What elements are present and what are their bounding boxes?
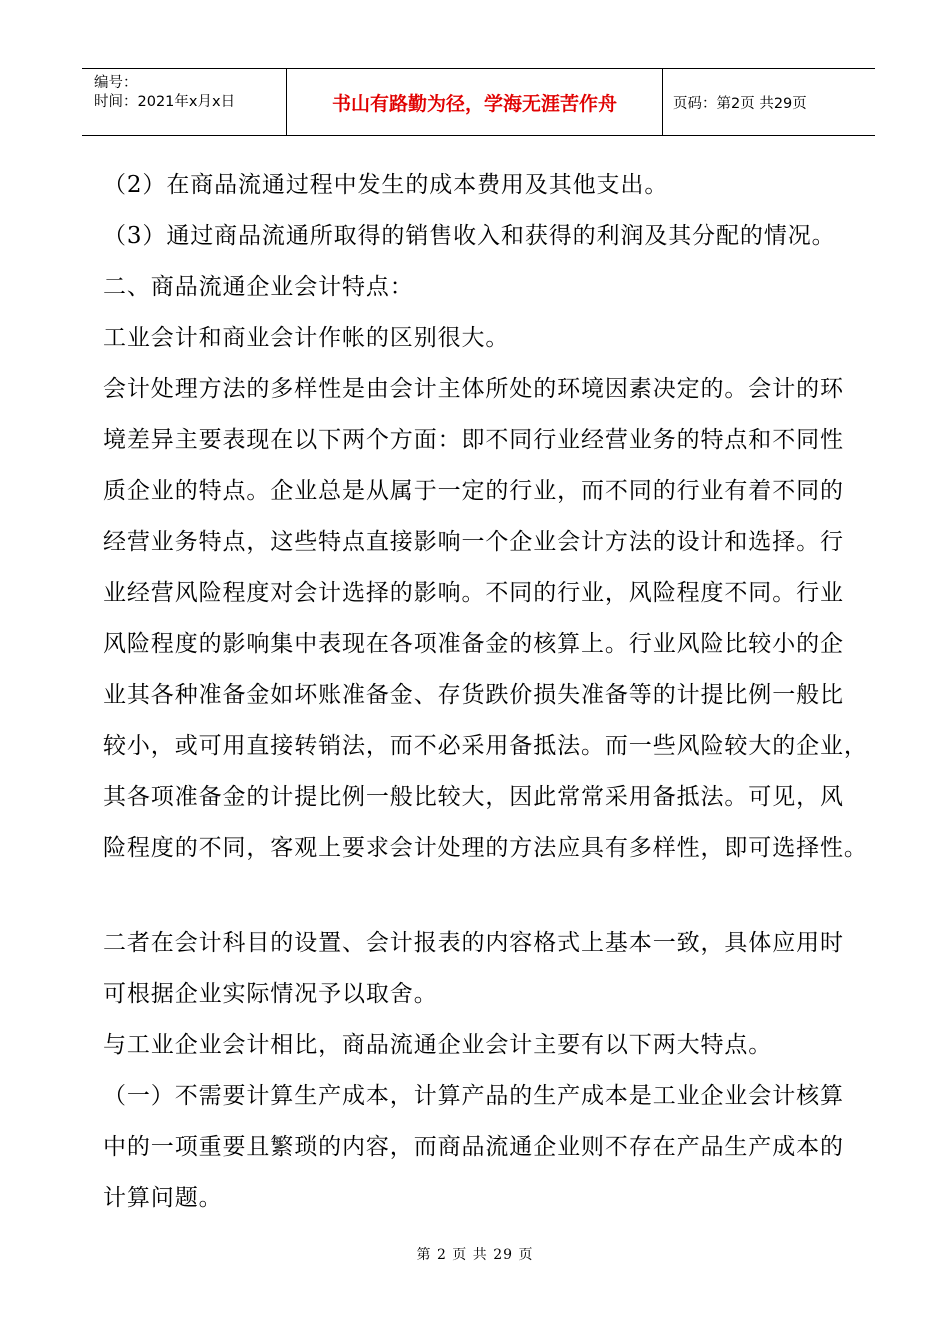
- text-line: 会计处理方法的多样性是由会计主体所处的环境因素决定的。会计的环: [103, 376, 844, 402]
- text-line: 经营业务特点，这些特点直接影响一个企业会计方法的设计和选择。行: [103, 529, 844, 555]
- text-line: 可根据企业实际情况予以取舍。: [103, 981, 438, 1007]
- text-line: 险程度的不同，客观上要求会计处理的方法应具有多样性，即可选择性。: [103, 835, 868, 861]
- page-header: [82, 68, 875, 136]
- time-label: 时间：2021年x月x日: [94, 94, 236, 110]
- document-body: [103, 160, 883, 1224]
- text-line: 业经营风险程度对会计选择的影响。不同的行业，风险程度不同。行业: [103, 580, 844, 606]
- text-line: 境差异主要表现在以下两个方面：即不同行业经营业务的特点和不同性: [103, 427, 844, 453]
- text-line: 与工业企业会计相比，商品流通企业会计主要有以下两大特点。: [103, 1032, 773, 1058]
- header-motto: 书山有路勤为径，学海无涯苦作舟: [286, 69, 663, 135]
- text-line: 质企业的特点。企业总是从属于一定的行业，而不同的行业有着不同的: [103, 478, 844, 504]
- paragraph-gap: [103, 874, 883, 918]
- text-line: 工业会计和商业会计作帐的区别很大。: [103, 325, 510, 351]
- text-line: （3）通过商品流通所取得的销售收入和获得的利润及其分配的情况。: [103, 223, 836, 249]
- header-meta: [82, 69, 286, 135]
- text-line: 二、商品流通企业会计特点：: [103, 274, 414, 300]
- text-line: （一）不需要计算生产成本，计算产品的生产成本是工业企业会计核算: [103, 1083, 844, 1109]
- serial-label: 编号：: [94, 75, 138, 91]
- text-line: （2）在商品流通过程中发生的成本费用及其他支出。: [103, 172, 669, 198]
- text-line: 中的一项重要且繁琐的内容，而商品流通企业则不存在产品生产成本的: [103, 1134, 844, 1160]
- text-line: 计算问题。: [103, 1185, 223, 1211]
- header-page-label: 页码：第2页 共29页: [673, 95, 807, 112]
- text-line: 业其各种准备金如坏账准备金、存货跌价损失准备等的计提比例一般比: [103, 682, 844, 708]
- text-line: 二者在会计科目的设置、会计报表的内容格式上基本一致，具体应用时: [103, 930, 844, 956]
- page-footer: 第 2 页 共 29 页: [416, 1247, 534, 1263]
- text-line: 风险程度的影响集中表现在各项准备金的核算上。行业风险比较小的企: [103, 631, 844, 657]
- text-line: 较小，或可用直接转销法，而不必采用备抵法。而一些风险较大的企业，: [103, 733, 868, 759]
- text-line: 其各项准备金的计提比例一般比较大，因此常常采用备抵法。可见，风: [103, 784, 844, 810]
- text-block-1: [103, 160, 883, 874]
- text-block-2: [103, 918, 883, 1224]
